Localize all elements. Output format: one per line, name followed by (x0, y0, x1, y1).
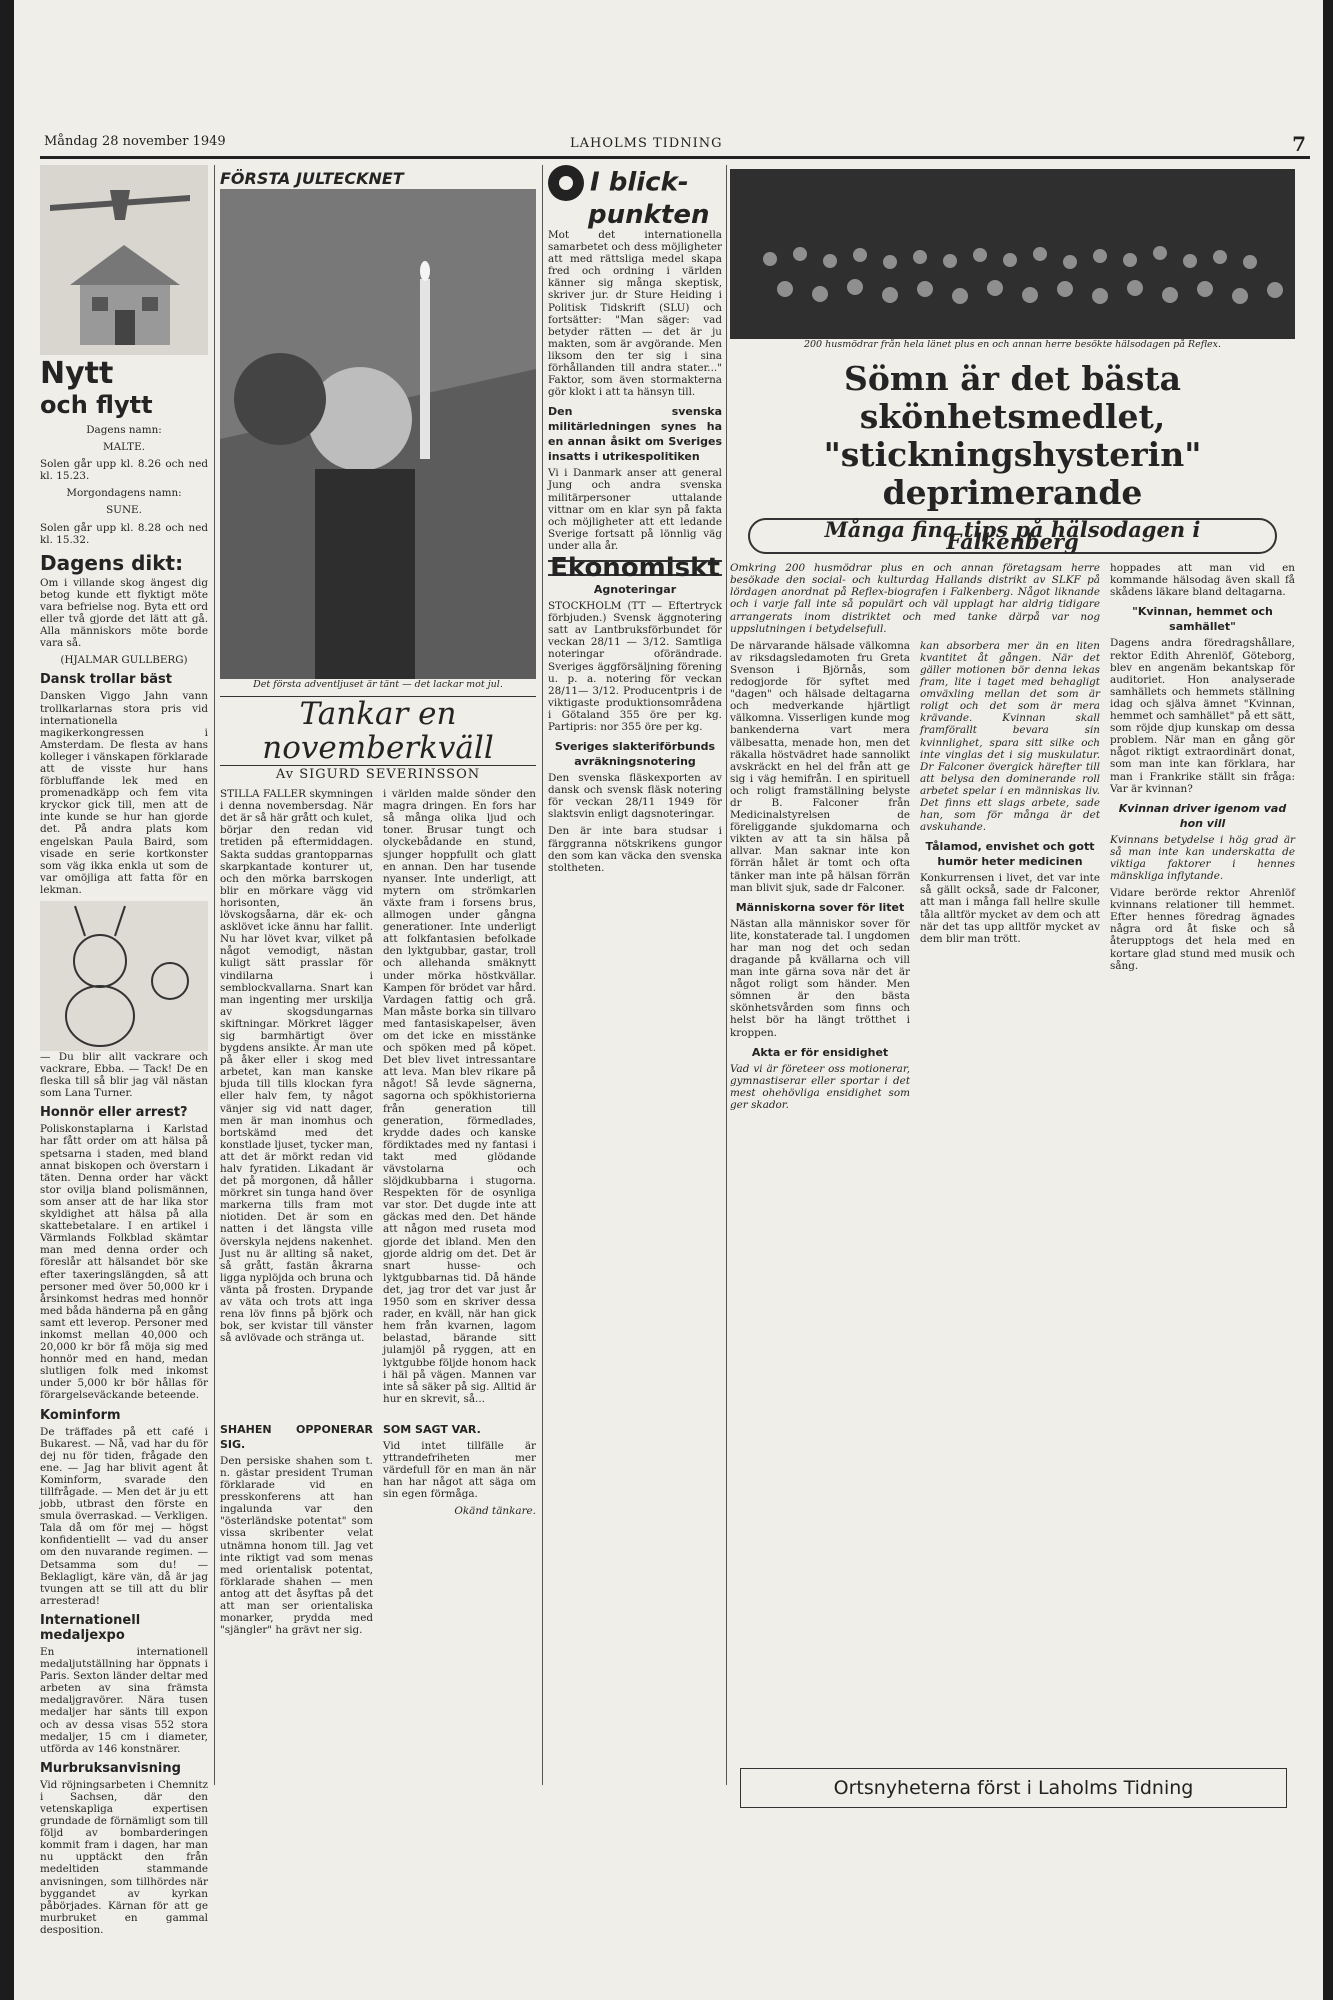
photo-caption: Det första adventljuset är tänt — det lackar mot jul. (253, 679, 503, 690)
sun-tomorrow: Solen går upp kl. 8.28 och ned kl. 15.32. (40, 521, 208, 546)
heading-kvinnan2: Kvinnan driver igenom vad hon vill (1118, 801, 1287, 830)
text-bottom: Den är inte bara studsar i färggranna nötskrikens gungor den som kan väcka den svenska stoltheten. (548, 825, 722, 874)
text-kvinnan: Dagens andra föredragshållare, rektor Edith Ahrenlöf, Göteborg, blev en angenäm bekantskap för auditoriet. Hon analyserade samhällets och hemmets ställning idag och själva ämnet "Kvinnan, hemmet och samhället" på ett sätt, som röjde djup kunskap om dessa problem. När man en gång gör något riktigt extraordinärt donat, som man inte kan förklara, har man i Frankrike ställt sin fråga: Var är kvinnan? (1110, 637, 1295, 795)
text-kominform: De träffades på ett café i Bukarest. — Nå, vad har du för dej nu för tiden, frågade den ene. — Jag har blivit agent åt Kominform, svarade den tillfrågade. — Men det är ju ett jobb, utbrast den förste en smula överraskad. — Verkligen. Tala då om för mej — högst konfidentiellt — vad du anser om den nuvarande regimen. — Detsamma som du! — Beklagligt, käre vän, då är jag tvungen att se till att du blir arresterad! (40, 1425, 208, 1607)
subheadline: Många fina tips på hälsodagen i Falkenberg (748, 518, 1277, 554)
next-nameday-label: Morgondagens namn: (66, 487, 182, 500)
column-1 (40, 165, 208, 1936)
text-svar: Den svenska fläskexporten av dansk och svensk fläsk notering för veckan 28/11 1949 för slaktsvin enligt dagsnoteringar. (548, 772, 722, 821)
article-col-b: i världen malde sönder den magra dringen. En fors har så många olika ljud och toner. Brusar tungt och olyckebådande en stund, sjunger hoppfullt och glatt en annan. Den har tusende nyanser. Inte underligt, att mytern om strömkarlen växte fram i forsens brus, allmogen under gångna generationer. Inte underligt att folkfantasien befolkade den lyktgubbar, gastar, troll och allehanda smäknytt under mörka höstkvällar. Kampen för brödet var hård. Vardagen fattig och grå. Man måste borka sin tillvaro med fantasiskapelser, även om det icke en misstänke och spöken med på köpet. Det blev livet intressantare att leva. Man blev rikare på något! Så levde sägnerna, sagorna och spökhistorierna från generation till generation, förmedlades, krydde dades och kanske fördiktades med ny fantasi i takt med glödande vävstolarna och slöjdkubbarna i stugorna. Respekten för de osynliga var stor. Det dugde inte att gäckas med den. Det hände att någon med ruseta mod gjorde det ibland. Men den gjorde aldrig om det. Det är snart husse- och lyktgubbarnas tid. Då hände det, jag tror det var just år 1950 som en skriver dessa rader, en kväll, när han gick hem från kvarnen, lagom belastad, bärande sitt julamjöl på ryggen, att en lyktgubbe följde honom hack i häl på vägen. Mannen var inte så säker på sig. Alltid är hur en skrevit, så... (383, 788, 536, 1405)
dikt-heading: Dagens dikt: (40, 550, 184, 575)
page-number: 7 (1292, 132, 1306, 156)
photo-heading: FÖRSTA JULTECKNET (220, 169, 404, 188)
text-medalj: En internationell medaljutställning har öppnats i Paris. Sexton länder deltar med arbeten av sina främsta medaljgravörer. Nära tusen medaljer har sänts till expon och av dessa visas 552 stora medaljer, 15 cm i diameter, utförda av 146 konstnärer. (40, 1645, 208, 1755)
advent-photo (220, 189, 536, 679)
article-col-a: STILLA FALLER skymningen i denna novembersdag. När det är så här grått och kulet, börjar den redan vid tretiden på eftermiddagen. Sakta suddas grantopparnas skarpkantade konturer ut, och den mörka barrskogen blir en mörkare vägg vid horisonten, än lövskogsåarna, där ek- och asklövet icke ännu har fallit. Nu har lövet kvar, vilket på något vemodigt, nästan kuligt sätt prasslar för vindilarna i semblockvallarna. Snart kan man ingenting mer urskilja av skogsdungarnas skiftningar. Mörkret lägger sig barmhärtigt över bygdens ansikte. Är man ute på åker eller i skog med arbetet, kan man kanske bjuda till tills klockan fyra eller halv fem, ty något vänjer sig vid natt dager, men är man inomhus och bortskämd med det konstlade ljuset, tycker man, att det är mörkt redan vid halv fyratiden. Likadant är det på morgonen, då håller mörkret sin tunga hand över markerna tills fram mot niotiden. Det är som en natten i det längsta ville överskyla nejdens nakenhet. Just nu är allting så naket, så grått, fastän åkrarna ligga nyplöjda och bruna och vänta på frosten. Drypande av väta och trots att inga rena löv finns på björk och bok, ser kvistar till vänster så avlövade och stränga ut. (220, 788, 373, 1345)
text-manniskor: Nästan alla människor sover för lite, konstaterade tal. I ungdomen har man nog det och sedan dragande på kvällarna och vill man inte gärna sova när det är något roligt som händer. Men sömnen är den bästa skönhetsvården som finns och helst bör ha längt trötthet i kroppen. (730, 917, 910, 1039)
text-sagt: Vid intet tillfälle är yttrandefriheten mer värdefull för en man än när han har något att säga om sin egen förmåga. (383, 1439, 536, 1501)
masthead (40, 134, 1310, 159)
heading-medalj: Internationell medaljexpo (40, 1612, 141, 1643)
text-col-b: kan absorbera mer än en liten kvantitet åt gången. När det gäller motionen bör denna lekas fram, lite i taget med behagligt omväxling mellan det som är roligt och det som är mera krävande. Kvinnan skall framförallt bevara sin kvinnlighet, spara sitt silke och inte vinglas det i sig muskulatur. Dr Falconer övergick härefter till att belysa den dominerande roll arbetet spelar i en människas liv. Det finns ett slags arbete, sade han, som för många är det avskuhande. (920, 639, 1100, 834)
text-honnor: Poliskonstaplarna i Karlstad har fått order om att hälsa på spetsarna i staden, med bland annat biskopen och överstarn i täten. Denna order har väckt stor ovilja bland polismännen, som anser att de har lika stor skyldighet att hälsa på alla skattebetalare. I en artikel i Värmlands Folkblad skämtar man med denna order och föreslår att hälsandet bör ske efter taxeringslängden, så att personer med över 50,000 kr i årsinkomst hedras med honnör med båda händerna på en gång samt ett leverop. Personer med inkomst mellan 40,000 och 20,000 kr bör få möja sig med honnör med en hand, medan slutligen folk med inkomst under 5,000 kr bör hållas för förargelseväckande beteende. (40, 1123, 208, 1402)
byline: Av SIGURD SEVERINSSON (275, 767, 481, 782)
heading-agno: Agnoteringar (593, 583, 677, 597)
column-rule (542, 165, 543, 1785)
text-akta: Vad vi är företeer oss motionerar, gymnastiserar eller sportar i det mest ohehövliga ensidighet som ger skador. (730, 1062, 910, 1111)
column-rule (726, 165, 727, 1785)
heading-honnor: Honnör eller arrest? (40, 1105, 188, 1121)
sun-today: Solen går upp kl. 8.26 och ned kl. 15.23. (40, 458, 208, 483)
column-3 (548, 165, 722, 1785)
heading-akta: Akta er för ensidighet (751, 1045, 889, 1059)
cartoon-caption: — Du blir allt vackrare och vackrare, Ebba. — Tack! De en fleska till så blir jag väl nästan som Lana Turner. (40, 1051, 208, 1100)
paper-title: LAHOLMS TIDNING (570, 136, 723, 151)
text-murbruk: Vid röjningsarbeten i Chemnitz i Sachsen, där den vetenskapliga expertisen grundade de förnämligt som till följd av bombarderingen kommit fram i dagen, har man nu upptäckt den från medeltiden stammande anvisningen, som tillhördes när byggandet av kyrkan påbörjades. Kärnan för att ge murbruket en gammal desposition. (40, 1778, 208, 1936)
dikt-text: Om i villande skog ängest dig betog kunde ett flyktigt möte vara befrielse nog. Byta ett ord eller två gjorde det lätt att gå. Alla människors möte borde vara så. (40, 576, 208, 650)
footer-banner: Ortsnyheterna först i Laholms Tidning (740, 1768, 1287, 1808)
signature: Okänd tänkare. (454, 1505, 536, 1518)
text-col-c: hoppades att man vid en kommande hälsodag även skall få skådens läkare bland deltagarna. (1110, 562, 1295, 599)
heading-svar: Sveriges slakteriförbunds avräkningsnotering (554, 740, 716, 769)
article-title: Tankar en novemberkväll (220, 696, 536, 766)
cartoon-image (40, 901, 208, 1051)
lens-icon (548, 165, 584, 201)
heading-manniskor: Människorna sover för litet (735, 900, 905, 914)
column-4 (730, 165, 1295, 1785)
lead-text: Omkring 200 husmödrar plus en och annan företagsam herre besökade den social- och kulturdag Hallands distrikt av SLKF på lördagen anordnat på Reflex-biografen i Falkenberg. Något liknande och i varje fall inte så populärt och väl upplagt har aldrig tidigare arrangerats inom distriktet och med tanke därpå var nog uppslutningen i betydelsefull. (730, 562, 1100, 635)
column-2 (220, 165, 536, 1785)
heading-talamod: Tålamod, envishet och gott humör heter medicinen (925, 840, 1095, 869)
text-milit: Vi i Danmark anser att general Jung och andra svenska militärpersoner uttalande vittnar om en klar syn på fakta och möjligheter att ett ledande Sverige fortsatt på lönnlig väg under alla år. (548, 467, 722, 552)
health-article (730, 562, 1295, 1116)
heading-kvinnan: "Kvinnan, hemmet och samhället" (1132, 605, 1273, 634)
nytt-heading: Nytt och flytt (40, 356, 153, 419)
blick-heading: I blick- punkten (548, 165, 722, 229)
heading-sagt: SOM SAGT VAR. (383, 1422, 481, 1436)
ekonomiskt-heading: Ekonomiskt (548, 560, 722, 576)
text-dansk: Dansken Viggo Jahn vann trollkarlarnas stora pris vid internationella magikerkongressen i Amsterdam. De flesta av hans kolleger i vänskapen förklarade att de visste hur hans förbluffande lek med en promenadkäpp och fem vita kryckor gick till, men att de inte kunde se hur han gjorde det. På andra plats kom engelskan Paula Baird, som visade en serie kortkonster som väg ikka enkla ut som de var omöjliga att fatta för en lekman. (40, 690, 208, 896)
text-shahen: Den persiske shahen som t. n. gästar president Truman förklarade vid en presskonferens att han ingalunda var den "österländske potentat" som vissa skribenter velat utnämna honom till. Jag vet inte riktigt vad som menas med orientalisk potentat, förklarade shahen — men antog att det åsyftas på det att man ser orientaliska monarker, prydda med "sjängler" ha grävt ner sig. (220, 1454, 373, 1637)
text-end: Vidare berörde rektor Ahrenlöf kvinnans relationer till hemmet. Efter hennes föredrag ägnades några ord åt fiske och så återupptogs det hela med en kortare glad stund med musik och sång. (1110, 887, 1295, 972)
illustration-house-plane (40, 165, 208, 355)
text-blick: Mot det internationella samarbetet och dess möjligheter att med rättsliga medel skapa fred och ordning i världen känner sig många skeptisk, skriver jur. dr Sture Heiding i Politisk Tidskrift (SLU) och fortsätter: "Man säger: vad betyder rätten — det är ju makten, som är avgörande. Men liksom den ter sig i sina förhållanden till andra stater..." Faktor, som även stormakterna gör klokt i att ta hänsyn till. (548, 229, 722, 399)
heading-kominform: Kominform (40, 1407, 121, 1423)
column-rule (214, 165, 215, 1785)
main-headline: Sömn är det bästa skönhetsmedlet, "stickningshysterin" deprimerande (823, 359, 1202, 512)
text-talamod: Konkurrensen i livet, det var inte så gällt också, sade dr Falconer, att man i många fall hellre skulle tåla alltför mycket av dem och att när det tas upp alltför mycket av dem blir man trött. (920, 872, 1100, 945)
heading-shahen: SHAHEN OPPONERAR SIG. (220, 1422, 373, 1451)
text-agno: STOCKHOLM (TT — Eftertryck förbjuden.) Svensk äggnotering satt av Lantbruksförbundet för veckan 28/11 — 3/12. Samtliga noteringar oförändrade. Sveriges äggförsäljning förening u. p. a. notering för veckan 28/11— 3/12. Producentpris i de viktigaste produktionsområdena i Götaland 355 öre per kg. Partipris: nor 355 öre per kg. (548, 600, 722, 733)
scan-edge-right (1323, 0, 1333, 2000)
issue-date: Måndag 28 november 1949 (44, 134, 226, 149)
nameday: MALTE. (102, 441, 145, 454)
photo-caption-audience: 200 husmödrar från hela länet plus en och annan herre besökte hälsodagen på Reflex. (803, 339, 1222, 350)
shorts (220, 1416, 536, 1641)
audience-photo (730, 169, 1295, 339)
scan-edge-left (0, 0, 14, 2000)
heading-murbruk: Murbruksanvisning (40, 1760, 181, 1776)
next-nameday: SUNE. (106, 504, 142, 517)
heading-dansk: Dansk trollar bäst (40, 672, 172, 688)
text-col-a: De närvarande hälsade välkomna av riksdagsledamoten fru Greta Svenson i Björnås, som redogjorde för syftet med "dagen" och hälsade deltagarna och medverkande hjärtligt välkomna. Visserligen kunde mog bankenderna vart mera välbesatta, menade hon, men det räkalla höstvädret hade sannolikt avskräckt en hel del från att ge sig i väg hemifrån. I en spirituell och roligt framställning belyste dr B. Falconer från Medicinalstyrelsen de föreliggande sjukdomarna och vikten av att ta sin hälsa på allvar. Man saknar inte kon förrän hålet är tomt och ofta tänker man inte på hälsan förrän man blivit sjuk, sade dr Falconer. (730, 639, 910, 894)
text-kvinnan2: Kvinnans betydelse i hög grad är så man inte kan underskatta de viktiga faktorer i hennes mänskliga inflytande. (1110, 833, 1295, 882)
article-body (220, 788, 536, 1410)
nameday-label: Dagens namn: (86, 424, 162, 436)
dikt-author: (HJALMAR GULLBERG) (60, 654, 188, 667)
heading-milit: Den svenska militärledningen synes ha en annan åsikt om Sveriges insatts i utrikespolitiken (548, 405, 722, 464)
